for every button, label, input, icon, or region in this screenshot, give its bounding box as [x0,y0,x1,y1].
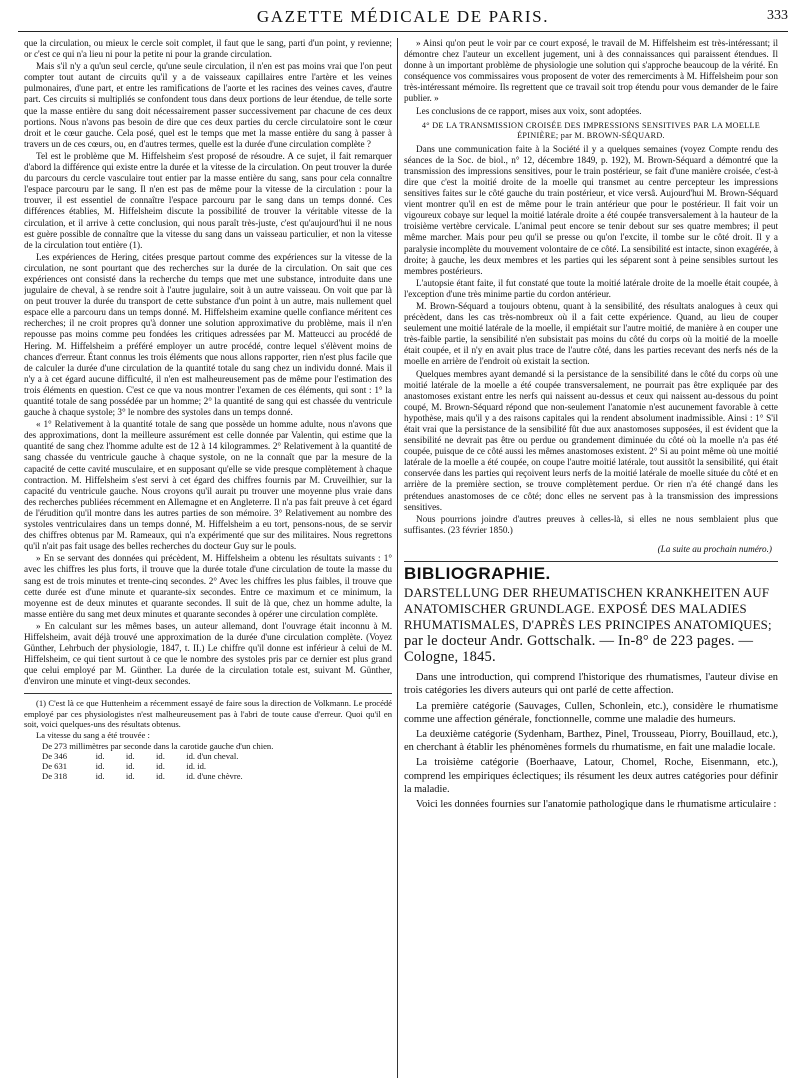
journal-title: GAZETTE MÉDICALE DE PARIS. [256,7,550,26]
table-cell: id. [125,771,135,782]
paragraph: Tel est le problème que M. Hiffelsheim s'est proposé de résoudre. A ce sujet, il fait remarquer d'abord la différence qui existe entre la durée et la vitesse de la circulation. On peut trouver la durée du parcours du cercle vasculaire tout entier par la masse entière du sang, sans pour cela connaître l'espace parcouru par le sang. Il n'en est pas de même pour la vitesse de la circulation : pour la trouver, il est essentiel de connaître l'espace parcouru par le sang dans un temps donné. Ces différences établies, M. Hiffelsheim discute la possibilité de trouver la véritable vitesse de la circulation, et il arrive à cette conclusion, qui nous paraît très-juste, c'est qu'aujourd'hui il ne nous est guère possible de connaître que la vitesse du sang dans un vaisseau particulier, et non la vitesse de la circulation tout entière (1). [24,150,392,250]
paragraph: Voici les données fournies sur l'anatomie pathologique dans le rhumatisme articulaire : [416,798,777,810]
right-column [404,38,778,1078]
paragraph: » Ainsi qu'on peut le voir par ce court exposé, le travail de M. Hiffelsheim est très-intéressant; il démontre chez l'auteur un excellent jugement, uni à des connaissances qui paraissent étendues. Il donne à un important problème de physiologie une solution qui s'approche beaucoup de la vérité. En conséquence vos commissaires vous proposent de voter des remerciments à M. Hiffelsheim pour son très-intéressant mémoire. Ils regrettent que ce travail soit trop étendu pour vous demander de le faire publier. » [404,38,778,104]
table-cell: De 346 [42,751,68,762]
book-author: par le docteur Andr. Gottschalk. — In-8° de 223 pages. — Cologne, 1845. [404,633,754,666]
paragraph: Les expériences de Hering, citées presque partout comme des expériences sur la vitesse de la circulation, ne sont pourtant que des recherches sur la durée de la circulation. On sait que ces expériences ont consisté dans la recherche du temps que met une substance, introduite dans une jugulaire de cheval, à se rendre soit à l'autre jugulaire, soit à un autre vaisseau. On voit que par là on peut trouver la durée du transport de cette substance d'un point à un autre, mais nullement quel espace elle a parcouru dans un temps donné. M. Hiffelsheim examine quelle confiance méritent ces recherches; il ne croit propres qu'à donner une solution approximative du problème, mais il n'en repousse pas moins comme peu fondées les critiques adressées par M. Matteucci au procédé de Hering. M. Hiffelsheim a préféré employer un autre procédé, contre lequel s'élèvent moins de chances d'erreur. Étant connus les trois éléments que nous allons rapporter, rien n'est plus facile que de calculer la durée d'une circulation de la quantité totale du sang chez un individu donné. Mais il n'y a à cet égard aucune difficulté, il n'en est malheureusement pas de même pour l'estimation des trois éléments en question. C'est ce que va nous montrer l'examen de ces éléments, qui sont : 1° la quantité totale de sang possédée par un homme; 2° la quantité de sang qui est chassée du ventricule gauche à chaque systole; 3° le nombre des systoles dans un temps donné. [24,251,392,418]
paragraph: La première catégorie (Sauvages, Cullen, Schonlein, etc.), considère le rhumatisme comme une affection générale, fonctionnelle, comme une maladie des humeurs. [404,700,778,725]
paragraph: » En calculant sur les mêmes bases, un auteur allemand, dont l'ouvrage était inconnu à M. Hiffelsheim, avait déjà trouvé une approximation de la durée d'une circulation complète. (Voyez Günther, Lehrbuch der physiologie, 1847, t. II.) Le chiffre qu'il donne est inférieur à celui de M. Hiffelsheim, ce qui tient surtout à ce que le nombre des systoles pris par ce dernier est plus grand que celui employé par M. Günther. La durée de la circulation totale est, suivant M. Günther, d'environ une minute et vingt-deux secondes. [24,620,392,687]
paragraph: L'autopsie étant faite, il fut constaté que toute la moitié latérale droite de la moelle était coupée, à l'exception d'une très minime partie du cordon antérieur. [404,277,778,299]
paragraph: Dans une communication faite à la Société il y a quelques semaines (voyez Compte rendu des séances de la Soc. de biol., n° 12, décembre 1849, p. 192), M. Brown-Séquard a démontré que la transmission des impressions sensitives, pour le train postérieur, se fait d'une manière croisée, c'est-à dire que c'est la moitié droite de la moelle qui transmet au centre percepteur les impressions sensitives faites sur le côté gauche du train postérieur, et vice versâ. Aujourd'hui M. Brown-Séquard vient montrer qu'il en est de même pour le train antérieur que pour le postérieur. Il fait voir un vigoureux cobaye sur lequel la moitié latérale droite a été coupée transversalement à la hauteur de la troisième vertèbre cervicale. L'animal peut encore se tenir debout sur ses quatre membres; il peut même marcher. Mais pour peu qu'il se presse ou qu'on l'excite, il tombe sur le côté droit. Il y a paralysie incomplète du mouvement volontaire de ce côté. La sensibilité est intacte, sinon exagérée, à droite; à gauche, les deux membres et les parties qui les séparent sont à peine sensibles surtout les membres postérieurs. [404,143,778,276]
paragraph: Dans une introduction, qui comprend l'historique des rhumatismes, l'auteur divise en trois catégories les divers auteurs qui ont parlé de cette affection. [404,672,778,697]
paragraph: « 1° Relativement à la quantité totale de sang que possède un homme adulte, nous n'avons que des approximations, dont la meilleure assurément est celle donnée par Valentin, qui estime que la quantité de sang chez l'homme adulte est de 12 à 14 kilogrammes. 2° Relativement à la quantité de sang chassée du ventricule gauche à chaque systole, on ne la connaît que par la mesure de la capacité de cette cavité musculaire, et en supposant qu'elle se vide presque complètement à chaque contraction. M. Hiffelsheim s'est servi à cet égard des chiffres fournis par M. Cruveilhier, sur la capacité du ventricule gauche. Nous croyons qu'il aurait pu trouver une moyenne plus vraie dans des recherches publiées récemment en Allemagne et en Angleterre. Il n'a pas fait preuve à cet égard de l'érudition qu'il montre dans les autres parties de son mémoire. 3° Relativement au nombre des systoles ventriculaires dans un temps donné, M. Hiffelsheim a eu tort, pensons-nous, de se servir des chiffres obtenus par M. Rameaux, qui n'a expérimenté que sur des militaires. Nous regrettons qu'il n'ait pas fait usage des belles recherches du docteur Guy sur le pouls. [24,419,392,552]
paragraph: Mais s'il n'y a qu'un seul cercle, qu'une seule circulation, il n'en est pas moins vrai que l'on peut compter tout autant de circuits qu'il y a de vaisseaux capillaires entre l'artère et les veines pulmonaires, d'une part, et entre les ramifications de l'aorte et les racines des veines caves, d'autre part. Ces circuits si multipliés se confondent tous dans deux portions de leur étendue, de telle sorte que la masse entière du sang doit nécessairement passer successivement par chacune de ces deux portions. Nous n'avons pas besoin de dire que ces deux parties du cercle circulatoire sont le cœur droit et le cœur gauche. Cela posé, quel est le temps que met la masse entière du sang à passer à travers un de ces cœurs, ou, en d'autres termes, quelle est la durée d'une circulation complète ? [24,61,392,149]
table-cell: id. [125,751,135,762]
paragraph: Nous pourrions joindre d'autres preuves à celles-là, si elles ne nous semblaient plus que suffisantes. (23 février 1850.) [404,513,778,535]
book-title [404,585,778,665]
table-cell: id. [156,771,165,782]
footnote-intro: La vitesse du sang a été trouvée : [36,730,150,741]
footnote-rule [24,693,392,694]
review-body [404,671,778,811]
paragraph: que la circulation, ou mieux le cercle soit complet, il faut que le sang, parti d'un point, y revienne; or c'est ce qui n'a lieu ni pour la petite ni pour la grande circulation. [24,38,392,60]
header-rule [18,31,788,32]
footnote: (1) C'est là ce que Huttenheim a récemment essayé de faire sous la direction de Volkmann. Le procédé employé par ces physiologistes n'est malheureusement pas à l'abri de toute cause d'erreur. Quoi qu'il en soit, voici quelques-uns des résultats obtenus. [24,698,392,729]
table-cell: De 631 [42,761,68,772]
paragraph: » En se servant des données qui précèdent, M. Hiffelsheim a obtenu les résultats suivants : 1° avec les chiffres les plus forts, il trouve que la durée totale d'une circulation de toute la masse du sang est de trois minutes et trente-cinq secondes. 2° Avec les chiffres les plus faibles, il trouve que cette durée est d'une minute et quarante-six secondes. Entre ce maximum et ce minimum, la moyenne est de deux minutes et quarante secondes. Il suit de là que, chez un homme adulte, la masse entière du sang met deux minutes et quarante secondes à opérer une circulation complète. [24,553,392,619]
section-rule [404,561,778,562]
table-row [42,771,285,781]
paragraph: Les conclusions de ce rapport, mises aux voix, sont adoptées. [416,105,642,116]
table-row [42,751,285,761]
paragraph: M. Brown-Séquard a toujours obtenu, quant à la sensibilité, des résultats analogues à ceux qui précèdent, dans les cas très-nombreux où il a fait cette expérience. Quand, au lieu de couper seulement une moitié latérale de la moelle, il empiétait sur l'autre moitié, de manière à en couper une très-faible partie, la sensibilité n'en subsistait pas moins du côté du corps où la moitié de la moelle était coupée, et il n'y en avait plus trace de l'autre côté, dans les parties recevant des nerfs nés de la moelle en arrière de l'endroit où existait la section. [404,300,778,367]
table-cell: id. id. [186,761,207,772]
table-cell: id. d'un cheval. [186,751,239,762]
table-cell: id. [95,761,105,772]
paragraph: La deuxième catégorie (Sydenham, Barthez, Pinel, Trousseau, Piorry, Bouillaud, etc.), en cherchant à établir les phénomènes formels du rhumatisme, en fait une maladie locale. [404,728,778,754]
paragraph: Quelques membres ayant demandé si la persistance de la sensibilité dans le côté du corps où une moitié latérale de la moelle a été coupée transversalement, ne pourrait pas être expliquée par des anastomoses existant entre les nerfs qui naissent au-dessus et ceux qui naissent au-dessous du point coupé, M. Brown-Séquard répond que non-seulement l'anatomie n'est aucunement favorable à cette hypothèse, mais qu'il y a des raisons capitales qui la rendent absolument inadmissible. Ainsi : 1° S'il était vrai que la persistance de la sensibilité fût due aux anastomoses supposées, il est évident que la sensibilité ne devrait pas être ou perdue ou grandement diminuée du côté où la moelle n'a pas été coupée, puisque de ce côté aussi les mêmes anastomoses existent. 2° Si au point même où une moitié latérale de la moelle a été coupée, on coupe l'autre moitié latérale, tout aussitôt la sensibilité, qui était conservée dans les parties qui reçoivent leurs nerfs de la moitié latérale de moelle située du côté et en arrière de la première section, se trouve complètement perdue. Or rien n'a été changé dans les prétendues anastomoses de ce côté; donc elles ne servent pas à la transmission des impressions sensitives. [404,368,778,512]
table-cell: id. [95,751,105,762]
velocity-table [42,741,285,781]
bibliography-heading: BIBLIOGRAPHIE. [404,564,551,584]
table-row [42,761,285,771]
table-cell: id. [156,751,165,762]
table-cell: id. [95,771,105,782]
section-heading: 4° DE LA TRANSMISSION CROISÉE DES IMPRESSIONS SENSITIVES PAR LA MOELLE ÉPINIÈRE; par M. BROWN-SÉQUARD. [421,120,761,140]
table-cell: De 318 [42,771,68,782]
table-cell: id. [125,761,135,772]
table-cell: id. [156,761,165,772]
column-divider [397,38,398,1078]
page-number: 333 [767,8,788,23]
continued-note: (La suite au prochain numéro.) [657,543,772,554]
left-column [24,38,392,1078]
page-header [18,4,788,30]
paragraph: La troisième catégorie (Boerhaave, Latour, Chomel, Roche, Eisenmann, etc.), comprend les empiriques éclectiques; ils résument les deux autres catégories pour définir la maladie. [404,757,778,795]
table-cell: De 273 millimètres par seconde dans la carotide gauche d'un chien. [42,741,274,752]
table-cell: id. d'une chèvre. [186,771,243,782]
book-title-text: DARSTELLUNG DER RHEUMATISCHEN KRANKHEITEN AUF ANATOMISCHER GRUNDLAGE. EXPOSÉ DES MALADIES RHUMATISMALES, D'APRÈS LES PRINCIPES ANATOMIQUES; [404,586,772,633]
table-row [42,741,285,751]
